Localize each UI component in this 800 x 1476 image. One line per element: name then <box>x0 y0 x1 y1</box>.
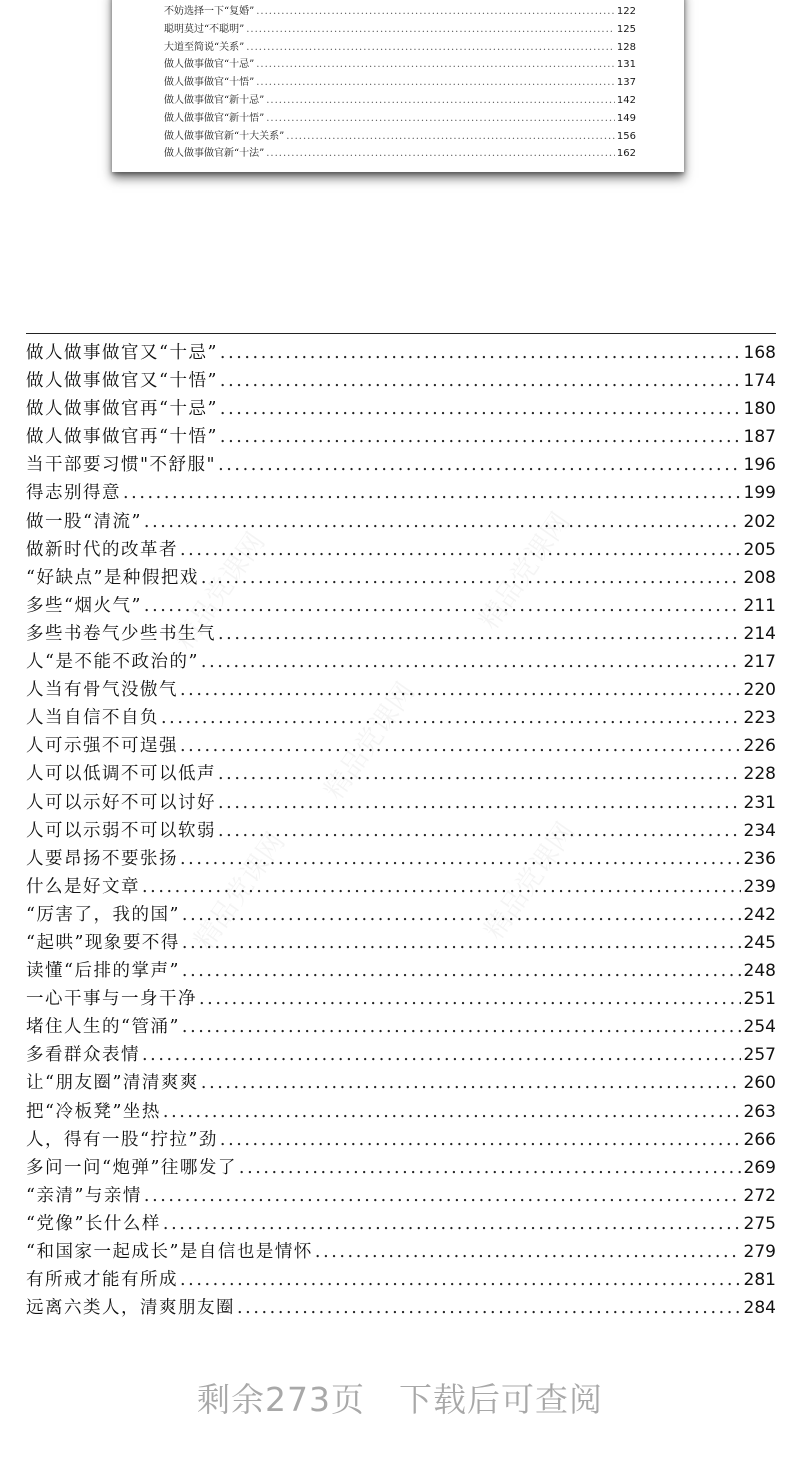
dot-leader <box>218 451 740 479</box>
toc-entry-page: 275 <box>743 1213 776 1234</box>
toc-entry-page: 187 <box>743 427 776 448</box>
preview-toc-title: 聪明莫过“不聪明” <box>164 23 245 35</box>
preview-toc-title: 做人做事做官新“十法” <box>164 148 265 160</box>
toc-entry <box>26 423 776 451</box>
toc-entry-title: 把“冷板凳”坐热 <box>26 1101 161 1122</box>
toc-entry-page: 260 <box>743 1073 776 1094</box>
dot-leader <box>220 395 741 423</box>
toc-entry <box>26 1238 776 1266</box>
toc-entry-title: 做人做事做官又“十忌” <box>26 343 218 363</box>
dot-leader <box>182 929 741 957</box>
toc-entry <box>26 367 776 395</box>
toc-entry-page: 234 <box>743 820 776 841</box>
toc-entry <box>26 704 776 732</box>
dot-leader <box>123 479 741 507</box>
dot-leader <box>315 1238 741 1266</box>
toc-entry-title: 一心干事与一身干净 <box>26 989 197 1010</box>
preview-toc-list <box>164 0 636 163</box>
dot-leader <box>182 901 741 929</box>
toc-entry <box>26 985 776 1013</box>
dot-leader <box>144 1182 741 1210</box>
toc-entry-page: 228 <box>743 764 776 785</box>
preview-toc-row <box>164 110 636 128</box>
dot-leader <box>286 128 615 146</box>
toc-entry-title: 得志别得意 <box>26 483 121 504</box>
toc-entry-title: 读懂“后排的掌声” <box>26 961 180 982</box>
dot-leader <box>220 339 741 367</box>
preview-toc-row <box>164 74 636 92</box>
toc-entry <box>26 1266 776 1294</box>
toc-entry <box>26 901 776 929</box>
dot-leader <box>201 564 741 592</box>
toc-entry-title: 人要昂扬不要张扬 <box>26 848 178 869</box>
toc-entry-page: 231 <box>743 792 776 813</box>
dot-leader <box>256 3 615 21</box>
dot-leader <box>180 732 741 760</box>
dot-leader <box>142 1041 741 1069</box>
toc-entry-title: 多些书卷气少些书生气 <box>26 623 216 644</box>
dot-leader <box>256 56 615 74</box>
toc-entry <box>26 1098 776 1126</box>
dot-leader <box>220 1126 741 1154</box>
toc-entry-title: 多看群众表情 <box>26 1045 140 1066</box>
toc-entry-page: 272 <box>743 1185 776 1206</box>
toc-entry <box>26 1182 776 1210</box>
toc-entry-page: 257 <box>743 1045 776 1066</box>
toc-entry <box>26 732 776 760</box>
preview-toc-page: 149 <box>616 112 636 124</box>
toc-entry-title: 堵住人生的“管涌” <box>26 1017 180 1038</box>
dot-leader <box>220 423 741 451</box>
toc-entry-title: 人当有骨气没傲气 <box>26 680 178 701</box>
toc-entry <box>26 845 776 873</box>
preview-toc-page: 125 <box>616 23 636 35</box>
toc-entry <box>26 592 776 620</box>
toc-entry-title: 人可以示好不可以讨好 <box>26 792 216 813</box>
dot-leader <box>220 367 741 395</box>
toc-entry-title: 人可示强不可逞强 <box>26 736 178 757</box>
dot-leader <box>201 648 741 676</box>
toc-entry <box>26 536 776 564</box>
preview-toc-title: 做人做事做官“十悟” <box>164 77 255 89</box>
toc-entry-page: 226 <box>743 736 776 757</box>
preview-toc-row <box>164 145 636 163</box>
dot-leader <box>246 21 615 39</box>
preview-toc-page: 131 <box>616 59 636 71</box>
toc-entry-page: 242 <box>743 904 776 925</box>
dot-leader <box>180 845 741 873</box>
toc-entry <box>26 1041 776 1069</box>
download-to-read-label: 下载后可查阅 <box>399 1380 603 1419</box>
preview-toc-title: 大道至简说“关系” <box>164 41 245 53</box>
toc-entry-title: 人可以低调不可以低声 <box>26 764 216 785</box>
toc-entry-title: 多些“烟火气” <box>26 595 142 616</box>
toc-entry-page: 199 <box>743 483 776 504</box>
toc-entry <box>26 789 776 817</box>
toc-entry-page: 168 <box>743 343 776 363</box>
toc-entry-page: 239 <box>743 876 776 897</box>
toc-entry <box>26 1294 776 1322</box>
preview-toc-row <box>164 128 636 146</box>
toc-entry-page: 251 <box>743 989 776 1010</box>
toc-entry <box>26 676 776 704</box>
toc-entry <box>26 339 776 367</box>
toc-entry-title: 当干部要习惯"不舒服" <box>26 455 217 476</box>
toc-entry-page: 217 <box>743 652 776 673</box>
toc-entry-page: 248 <box>743 961 776 982</box>
toc-entry <box>26 620 776 648</box>
toc-entry-page: 269 <box>743 1157 776 1178</box>
toc-entry-page: 174 <box>743 371 776 392</box>
preview-toc-title: 做人做事做官“新十忌” <box>164 94 265 106</box>
toc-entry-page: 202 <box>743 511 776 532</box>
remaining-pages-label: 剩余273页 <box>197 1380 365 1419</box>
preview-toc-title: 做人做事做官“十忌” <box>164 59 255 71</box>
toc-entry-title: 人可以示弱不可以软弱 <box>26 820 216 841</box>
toc-entry <box>26 1069 776 1097</box>
toc-entry <box>26 873 776 901</box>
toc-entry-page: 245 <box>743 932 776 953</box>
preview-toc-row <box>164 56 636 74</box>
preview-toc-row <box>164 21 636 39</box>
toc-entry-page: 208 <box>743 567 776 588</box>
dot-leader <box>218 620 741 648</box>
preview-toc-row <box>164 3 636 21</box>
toc-entry-title: “亲清”与亲情 <box>26 1185 142 1206</box>
dot-leader <box>199 985 741 1013</box>
dot-leader <box>163 1210 741 1238</box>
dot-leader <box>246 39 615 57</box>
toc-entry-page: 266 <box>743 1129 776 1150</box>
toc-entry-title: “厉害了，我的国” <box>26 904 180 925</box>
toc-entry-title: 做人做事做官再“十忌” <box>26 399 218 420</box>
dot-leader <box>144 508 741 536</box>
dot-leader <box>218 760 741 788</box>
toc-entry-page: 284 <box>743 1298 776 1319</box>
toc-entry-page: 223 <box>743 708 776 729</box>
toc-entry-title: 远离六类人，清爽朋友圈 <box>26 1298 235 1319</box>
preview-toc-title: 不妨选择一下“复婚” <box>164 6 255 17</box>
preview-toc-title: 做人做事做官新“十大关系” <box>164 130 285 142</box>
toc-entry-title: 做人做事做官又“十悟” <box>26 371 218 392</box>
toc-entry <box>26 648 776 676</box>
preview-toc-title: 做人做事做官“新十悟” <box>164 112 265 124</box>
toc-entry-page: 180 <box>743 399 776 420</box>
dot-leader <box>256 74 615 92</box>
dot-leader <box>201 1069 741 1097</box>
dot-leader <box>218 789 741 817</box>
dot-leader <box>163 1098 741 1126</box>
toc-entry <box>26 1154 776 1182</box>
dot-leader <box>144 592 741 620</box>
dot-leader <box>161 704 741 732</box>
toc-entry-title: 做一股“清流” <box>26 511 142 532</box>
preview-toc-page: 156 <box>616 130 636 142</box>
dot-leader <box>182 1013 741 1041</box>
toc-entry-title: 让“朋友圈”清清爽爽 <box>26 1073 199 1094</box>
toc-entry-title: “和国家一起成长”是自信也是情怀 <box>26 1242 313 1262</box>
toc-entry-title: 做人做事做官再“十悟” <box>26 427 218 448</box>
preview-toc-page: 128 <box>616 41 636 53</box>
toc-entry-title: “好缺点”是种假把戏 <box>26 567 199 588</box>
preview-page <box>112 0 684 172</box>
toc-entry-page: 279 <box>743 1242 776 1262</box>
toc-entry-page: 236 <box>743 848 776 869</box>
toc-entry-title: 人，得有一股“拧拉”劲 <box>26 1129 218 1150</box>
toc-entry <box>26 760 776 788</box>
toc-entry-page: 214 <box>743 623 776 644</box>
toc-list <box>26 334 776 1322</box>
download-prompt[interactable] <box>0 1374 800 1421</box>
toc-entry-page: 254 <box>743 1017 776 1038</box>
dot-leader <box>182 957 741 985</box>
toc-entry-title: “党像”长什么样 <box>26 1213 161 1234</box>
dot-leader <box>237 1294 741 1322</box>
toc-entry <box>26 451 776 479</box>
toc-page <box>26 333 776 1322</box>
toc-entry-title: 多问一问“炮弹”往哪发了 <box>26 1157 237 1178</box>
toc-entry <box>26 1013 776 1041</box>
dot-leader <box>266 110 615 128</box>
toc-entry <box>26 957 776 985</box>
toc-entry <box>26 817 776 845</box>
toc-entry-title: 什么是好文章 <box>26 876 140 897</box>
dot-leader <box>239 1154 741 1182</box>
toc-entry-title: “起哄”现象要不得 <box>26 932 180 953</box>
toc-entry-title: 人当自信不自负 <box>26 708 159 729</box>
dot-leader <box>142 873 741 901</box>
toc-entry <box>26 479 776 507</box>
toc-entry-page: 263 <box>743 1101 776 1122</box>
toc-entry-page: 211 <box>743 595 776 616</box>
toc-entry <box>26 929 776 957</box>
toc-entry <box>26 564 776 592</box>
preview-toc-row <box>164 39 636 57</box>
toc-entry-page: 205 <box>743 539 776 560</box>
toc-entry <box>26 508 776 536</box>
preview-toc-row <box>164 92 636 110</box>
preview-toc-page: 142 <box>616 94 636 106</box>
dot-leader <box>266 145 615 163</box>
toc-entry <box>26 1126 776 1154</box>
toc-entry <box>26 395 776 423</box>
toc-entry-title: 人“是不能不政治的” <box>26 652 199 673</box>
toc-entry-title: 做新时代的改革者 <box>26 539 178 560</box>
dot-leader <box>180 536 741 564</box>
toc-entry <box>26 1210 776 1238</box>
toc-entry-title: 有所戒才能有所成 <box>26 1270 178 1291</box>
preview-toc-page: 162 <box>616 148 636 160</box>
toc-entry-page: 281 <box>743 1270 776 1291</box>
toc-entry-page: 196 <box>743 455 776 476</box>
dot-leader <box>266 92 615 110</box>
dot-leader <box>218 817 741 845</box>
dot-leader <box>180 676 741 704</box>
toc-entry-page: 220 <box>743 680 776 701</box>
preview-toc-page: 122 <box>616 6 636 17</box>
dot-leader <box>180 1266 741 1294</box>
preview-toc-page: 137 <box>616 77 636 89</box>
